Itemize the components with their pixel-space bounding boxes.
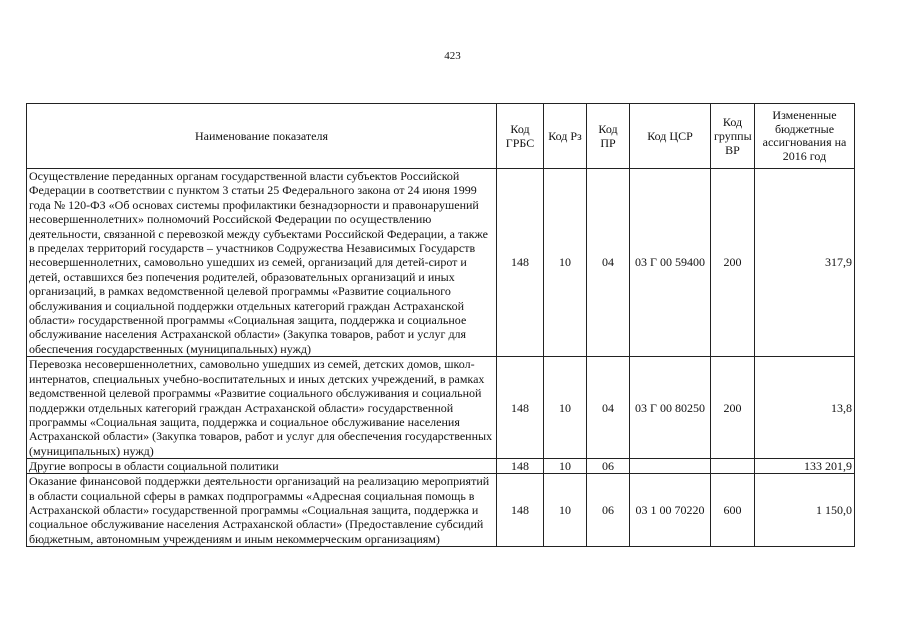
row-vr: 200: [711, 357, 755, 459]
row-rz: 10: [544, 474, 587, 547]
row-pr: 06: [587, 459, 630, 474]
row-rz: 10: [544, 459, 587, 474]
header-grbs: Код ГРБС: [497, 104, 544, 169]
table-row: [27, 474, 855, 547]
row-grbs: 148: [497, 169, 544, 357]
row-pr: 04: [587, 357, 630, 459]
row-csr: 03 Г 00 80250: [630, 357, 711, 459]
table-row: [27, 459, 855, 474]
header-row: [27, 104, 855, 169]
row-name: Другие вопросы в области социальной политики: [27, 459, 497, 474]
row-amount: 1 150,0: [755, 474, 855, 547]
row-amount: 13,8: [755, 357, 855, 459]
header-amount: Измененные бюджетные ассигнования на 2016 год: [755, 104, 855, 169]
header-csr: Код ЦСР: [630, 104, 711, 169]
header-pr: Код ПР: [587, 104, 630, 169]
row-vr: 600: [711, 474, 755, 547]
row-amount: 133 201,9: [755, 459, 855, 474]
row-csr: 03 1 00 70220: [630, 474, 711, 547]
row-vr: 200: [711, 169, 755, 357]
page-number: 423: [444, 50, 461, 62]
table-row: [27, 169, 855, 357]
row-csr: 03 Г 00 59400: [630, 169, 711, 357]
header-vr: Код группы ВР: [711, 104, 755, 169]
row-name: Оказание финансовой поддержки деятельности организаций на реализацию мероприятий в области социальной сферы в рамках подпрограммы «Адресная социальная помощь в Астраханской области» государственной программы «Социальная защита, поддержка и социальное обслуживание населения Астраханской области» (Предоставление субсидий бюджетным, автономным учреждениям и иным некоммерческим организациям): [27, 474, 497, 547]
budget-table: [26, 103, 855, 547]
row-grbs: 148: [497, 459, 544, 474]
row-amount: 317,9: [755, 169, 855, 357]
row-name: Осуществление переданных органам государственной власти субъектов Российской Федерации в соответствии с пунктом 3 статьи 25 Федерального закона от 24 июня 1999 года № 120-ФЗ «Об основах системы профилактики безнадзорности и правонарушений несовершеннолетних» полномочий Российской Федерации по осуществлению деятельности, связанной с перевозкой между субъектами Российской Федерации, а также в пределах территорий государств – участников Содружества Независимых Государств несовершеннолетних, самовольно ушедших из семей, организаций для детей-сирот и детей, оставшихся без попечения родителей, образовательных организаций и иных организаций, в рамках ведомственной целевой программы «Развитие социального обслуживания и социальной поддержки отдельных категорий граждан Астраханской области» государственной программы «Социальная защита, поддержка и социальное обслуживание населения Астраханской области» (Закупка товаров, работ и услуг для обеспечения государственных (муниципальных) нужд): [27, 169, 497, 357]
header-rz: Код Рз: [544, 104, 587, 169]
row-pr: 04: [587, 169, 630, 357]
row-grbs: 148: [497, 474, 544, 547]
table-row: [27, 357, 855, 459]
row-rz: 10: [544, 169, 587, 357]
row-grbs: 148: [497, 357, 544, 459]
row-vr: [711, 459, 755, 474]
row-pr: 06: [587, 474, 630, 547]
header-name: Наименование показателя: [27, 104, 497, 169]
row-name: Перевозка несовершеннолетних, самовольно ушедших из семей, детских домов, школ-интернатов, специальных учебно-воспитательных и иных детских учреждений, в рамках ведомственной целевой программы «Развитие социального обслуживания и социальной поддержки отдельных категорий граждан Астраханской области» государственной программы «Социальная защита, поддержка и социальное обслуживание населения Астраханской области» (Закупка товаров, работ и услуг для обеспечения государственных (муниципальных) нужд): [27, 357, 497, 459]
row-csr: [630, 459, 711, 474]
row-rz: 10: [544, 357, 587, 459]
